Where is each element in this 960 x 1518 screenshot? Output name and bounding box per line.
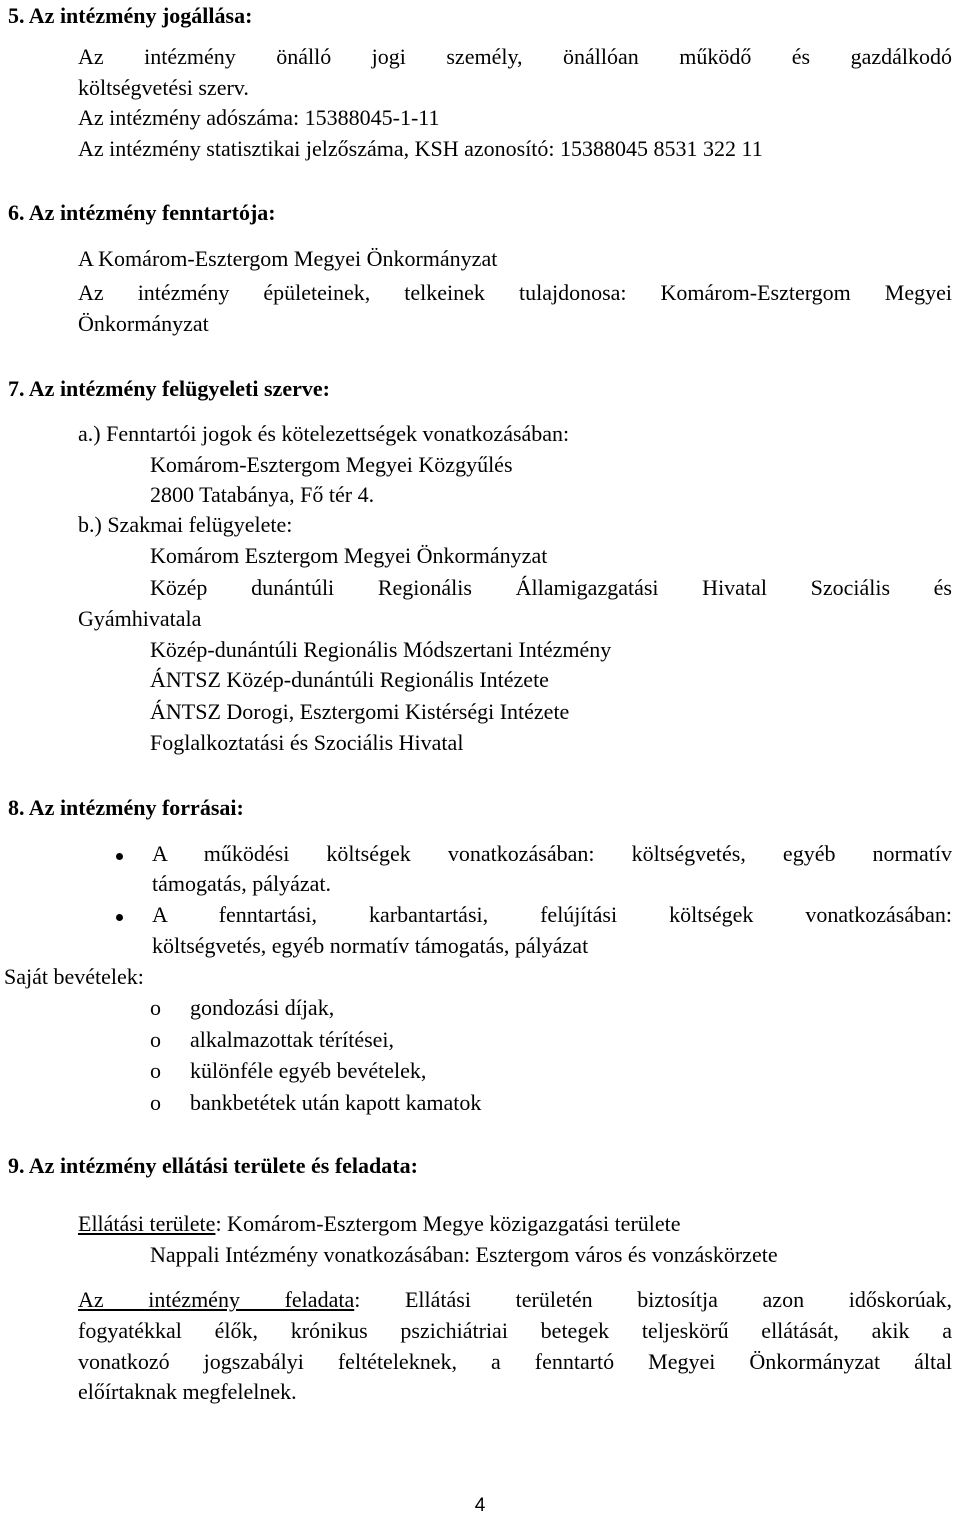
section-9-heading: 9. Az intézmény ellátási területe és feladata: bbox=[8, 1153, 418, 1178]
section-7-b-line-7: Foglalkoztatási és Szociális Hivatal bbox=[150, 730, 464, 755]
service-area-line bbox=[78, 1208, 681, 1239]
section-8-bullet-1-line-1: A működési költségek vonatkozásában: költségvetés, egyéb normatív bbox=[152, 841, 952, 866]
sub-bullet-marker: o bbox=[150, 1058, 161, 1083]
section-8-bullet-2-line-2: költségvetés, egyéb normatív támogatás, pályázat bbox=[152, 933, 589, 958]
task-line-1-rest: : Ellátási területén biztosítja azon időskorúak, bbox=[354, 1287, 952, 1312]
section-7-b-line-2: Közép dunántúli Regionális Államigazgatási Hivatal Szociális és bbox=[150, 575, 952, 600]
section-7-b-line-4: Közép-dunántúli Regionális Módszertani Intézmény bbox=[150, 637, 612, 662]
section-7-b-line-5: ÁNTSZ Közép-dunántúli Regionális Intézete bbox=[150, 667, 549, 692]
section-7-b-label: b.) Szakmai felügyelete: bbox=[78, 512, 293, 537]
task-label: Az intézmény feladata bbox=[78, 1287, 355, 1312]
section-6-line-3: Önkormányzat bbox=[78, 311, 209, 336]
section-5-line-1: Az intézmény önálló jogi személy, önállóan működő és gazdálkodó bbox=[78, 44, 952, 69]
section-7-b-line-3: Gyámhivatala bbox=[78, 606, 202, 631]
bullet-icon bbox=[116, 853, 123, 860]
section-6-heading: 6. Az intézmény fenntartója: bbox=[8, 200, 276, 225]
section-6-line-2: Az intézmény épületeinek, telkeinek tulajdonosa: Komárom-Esztergom Megyei bbox=[78, 280, 952, 305]
task-line-3: vonatkozó jogszabályi feltételeknek, a fenntartó Megyei Önkormányzat által bbox=[78, 1349, 952, 1374]
section-5-line-2: költségvetési szerv. bbox=[78, 75, 249, 100]
sub-item-2: alkalmazottak térítései, bbox=[190, 1027, 395, 1052]
sub-bullet-marker: o bbox=[150, 1090, 161, 1115]
sub-item-4: bankbetétek után kapott kamatok bbox=[190, 1090, 482, 1115]
section-8-bullet-1-line-2: támogatás, pályázat. bbox=[152, 871, 331, 896]
sub-item-1: gondozási díjak, bbox=[190, 995, 335, 1020]
page-number: 4 bbox=[474, 1495, 486, 1516]
section-8-bullet-2-line-1: A fenntartási, karbantartási, felújítási költségek vonatkozásában: bbox=[152, 902, 952, 927]
section-7-a-label: a.) Fenntartói jogok és kötelezettségek vonatkozásában: bbox=[78, 421, 570, 446]
service-area-label: Ellátási területe bbox=[78, 1211, 216, 1236]
sub-bullet-marker: o bbox=[150, 995, 161, 1020]
task-line-4: előírtaknak megfelelnek. bbox=[78, 1379, 297, 1404]
section-7-b-line-1: Komárom Esztergom Megyei Önkormányzat bbox=[150, 543, 548, 568]
task-line-1 bbox=[78, 1284, 952, 1315]
section-5-ksh-id: Az intézmény statisztikai jelzőszáma, KSH azonosító: 15388045 8531 322 11 bbox=[78, 136, 763, 161]
sub-item-3: különféle egyéb bevételek, bbox=[190, 1058, 427, 1083]
section-7-b-line-6: ÁNTSZ Dorogi, Esztergomi Kistérségi Intézete bbox=[150, 699, 570, 724]
section-8-heading: 8. Az intézmény forrásai: bbox=[8, 795, 244, 820]
section-5-tax-number: Az intézmény adószáma: 15388045-1-11 bbox=[78, 105, 440, 130]
section-7-a-line-1: Komárom-Esztergom Megyei Közgyűlés bbox=[150, 452, 513, 477]
section-7-a-line-2: 2800 Tatabánya, Fő tér 4. bbox=[150, 482, 375, 507]
section-5-heading: 5. Az intézmény jogállása: bbox=[8, 3, 253, 28]
day-care-area: Nappali Intézmény vonatkozásában: Esztergom város és vonzáskörzete bbox=[150, 1242, 778, 1267]
sub-bullet-marker: o bbox=[150, 1027, 161, 1052]
own-income-label: Saját bevételek: bbox=[4, 964, 144, 989]
bullet-icon bbox=[116, 914, 123, 921]
section-7-heading: 7. Az intézmény felügyeleti szerve: bbox=[8, 376, 330, 401]
service-area-text: : Komárom-Esztergom Megye közigazgatási területe bbox=[215, 1211, 681, 1236]
section-6-line-1: A Komárom-Esztergom Megyei Önkormányzat bbox=[78, 246, 498, 271]
task-line-2: fogyatékkal élők, krónikus pszichiátriai betegek teljeskörű ellátását, akik a bbox=[78, 1318, 952, 1343]
